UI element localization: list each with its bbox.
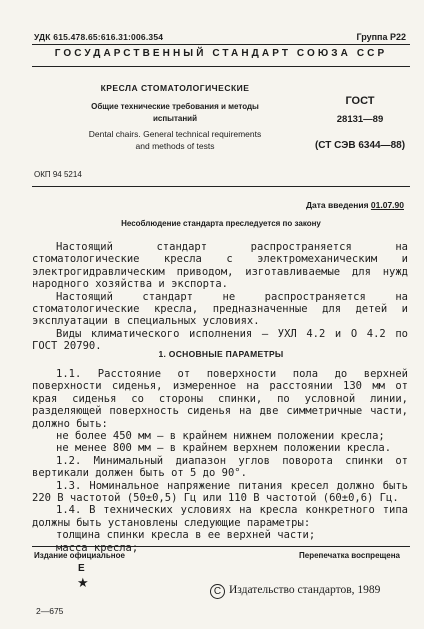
- clause-1-2: 1.2. Минимальный диапазон углов поворота спинки от вертикали должен быть от 5 до 90°.: [32, 454, 408, 480]
- intro-paragraph-1: Настоящий стандарт распространяется на стоматологические кресла с электромеханическим и электрогидравлическим приводом, изготавливаемые для нужд народного хозяйства и экспорта.: [32, 241, 408, 291]
- document-title-ru: КРЕСЛА СТОМАТОЛОГИЧЕСКИЕ: [100, 83, 250, 93]
- section-1-body: [32, 368, 408, 554]
- clause-1-3: 1.3. Номинальное напряжение питания кресел должно быть 220 В частотой (50±0,5) Гц или 110 В частотой (60±0,6) Гц.: [32, 479, 408, 505]
- copyright-icon: C: [210, 584, 225, 599]
- st-sev-number: (СТ СЭВ 6344—88): [314, 140, 406, 151]
- top-rule-1: [32, 44, 410, 45]
- folio-number: 2—675: [36, 606, 64, 616]
- section-heading: 1. ОСНОВНЫЕ ПАРАМЕТРЫ: [158, 349, 284, 359]
- gost-number: 28131—89: [336, 114, 384, 125]
- reprint-prohibited: Перепечатка воспрещена: [299, 551, 400, 560]
- udc-code: УДК 615.478.65:616.31:006.354: [34, 32, 164, 42]
- intro-paragraph-2: Настоящий стандарт не распространяется на стоматологические кресла, предназначенные для детей и эксплуатации в специальных условиях.: [32, 290, 408, 328]
- star-icon: ★: [77, 575, 89, 590]
- group-code: Группа Р22: [356, 32, 406, 42]
- clause-1-4-item-b: масса кресла;: [56, 541, 139, 554]
- okp-code: ОКП 94 5214: [34, 170, 82, 179]
- document-subtitle-ru: [60, 101, 290, 125]
- intro-block: [32, 241, 408, 353]
- intro-paragraph-3: Виды климатического исполнения — УХЛ 4.2 и О 4.2 по ГОСТ 20790.: [32, 327, 408, 353]
- clause-1-1-item-a: не более 450 мм — в крайнем нижнем положении кресла;: [56, 430, 385, 443]
- title-en-line-1: Dental chairs. General technical requirements: [88, 129, 262, 139]
- clause-1-1: 1.1. Расстояние от поверхности пола до верхней поверхности сиденья, измеренное на расстоянии 130 мм от края сиденья со стороны спинки, по условной линии, разделяющей поверхность сиденья на две симметричные части, должно быть:: [32, 368, 408, 430]
- intro-date-label: Дата введения: [305, 200, 369, 210]
- copyright-line: [210, 584, 380, 599]
- top-rule-2: [32, 66, 410, 67]
- edition-mark: Е: [78, 563, 85, 574]
- intro-date: [306, 200, 404, 210]
- clause-1-4: 1.4. В технических условиях на кресла конкретного типа должны быть установлены следующие параметры:: [32, 504, 408, 529]
- intro-date-value: 01.07.90: [370, 200, 404, 210]
- official-edition: Издание официальное: [34, 551, 125, 560]
- subtitle-line-1: Общие технические требования и методы: [91, 102, 259, 111]
- title-en-line-2: and methods of tests: [135, 141, 215, 151]
- okp-rule: [32, 186, 410, 187]
- clause-1-4-item-a: толщина спинки кресла в ее верхней части;: [56, 529, 316, 542]
- legal-warning: Несоблюдение стандарта преследуется по закону: [121, 219, 321, 228]
- copyright-text: Издательство стандартов, 1989: [229, 584, 381, 596]
- gost-label: ГОСТ: [345, 95, 375, 107]
- document-title-en: [60, 128, 290, 152]
- clause-1-1-item-b: не менее 800 мм — в крайнем верхнем положении кресла.: [56, 442, 392, 455]
- standard-title: ГОСУДАРСТВЕННЫЙ СТАНДАРТ СОЮЗА ССР: [54, 48, 388, 59]
- footer-rule: [32, 546, 410, 547]
- subtitle-line-2: испытаний: [152, 114, 198, 123]
